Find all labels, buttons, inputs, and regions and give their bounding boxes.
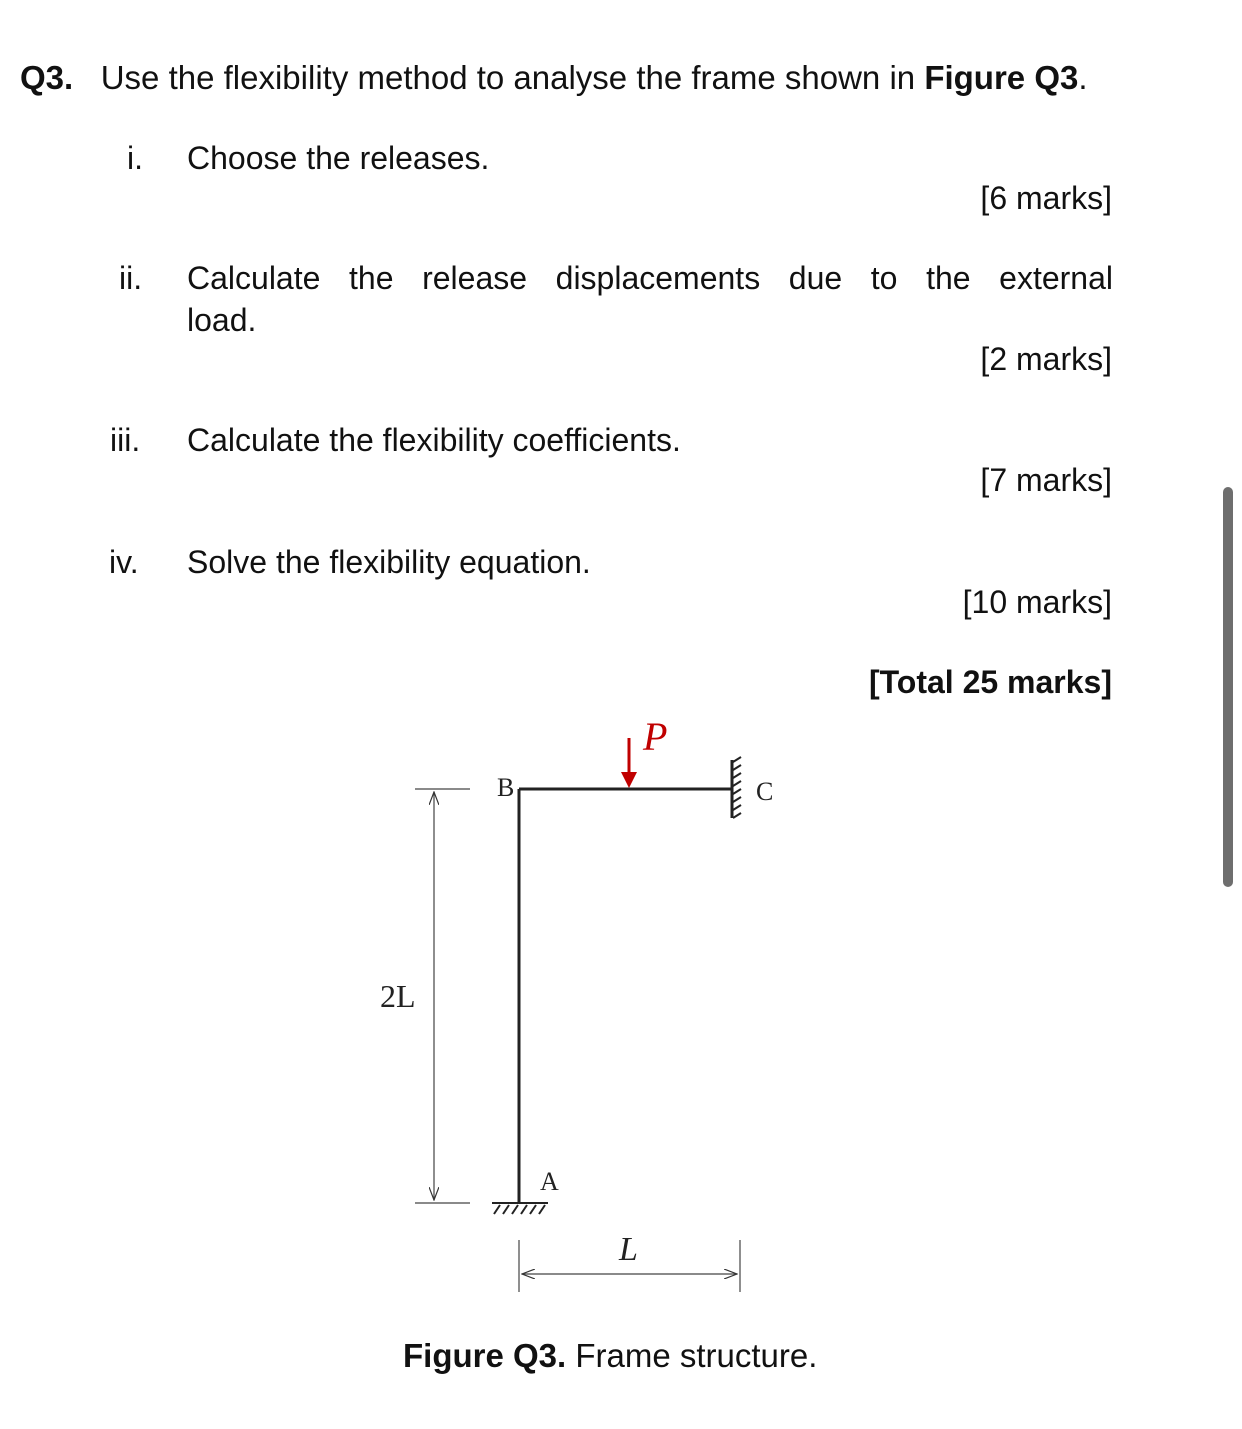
item-numeral-iv: iv. <box>109 544 139 580</box>
item-numeral-ii: ii. <box>119 260 143 296</box>
item-numeral-i: i. <box>127 140 143 176</box>
item-text-iii: Calculate the flexibility coefficients. <box>187 422 681 458</box>
figure-caption <box>403 1336 817 1376</box>
item-marks-iii: [7 marks] <box>980 462 1112 498</box>
caption-text: Frame structure. <box>566 1337 818 1374</box>
item-marks-iv: [10 marks] <box>962 584 1112 620</box>
span-label: L <box>619 1231 638 1268</box>
question-text: Use the flexibility method to analyse the frame shown in <box>100 59 925 96</box>
fixed-support-c <box>732 757 741 818</box>
fixed-support-a <box>492 1203 548 1214</box>
item-text-iv: Solve the flexibility equation. <box>187 544 591 580</box>
item-text-ii-line1: Calculate the release displacements due to the external <box>187 260 1113 296</box>
item-text-i: Choose the releases. <box>187 140 490 176</box>
height-label: 2L <box>380 978 416 1014</box>
total-marks: [Total 25 marks] <box>868 664 1112 700</box>
node-label-c: C <box>756 777 774 806</box>
load-label: P <box>643 714 668 759</box>
item-text-ii-line2: load. <box>187 302 257 338</box>
height-dimension <box>415 789 470 1203</box>
node-label-a: A <box>540 1167 559 1196</box>
item-marks-ii: [2 marks] <box>980 341 1112 377</box>
question-number: Q3. <box>20 59 74 96</box>
question-heading: Q3. Use the flexibility method to analyse the frame shown in Figure Q3. <box>20 59 1088 96</box>
vertical-scrollbar[interactable] <box>1223 487 1233 887</box>
item-numeral-iii: iii. <box>110 422 141 458</box>
figure-reference: Figure Q3 <box>924 59 1079 96</box>
node-label-b: B <box>497 773 515 802</box>
load-arrow <box>621 738 637 788</box>
caption-bold: Figure Q3. <box>403 1337 567 1374</box>
item-marks-i: [6 marks] <box>980 180 1112 216</box>
